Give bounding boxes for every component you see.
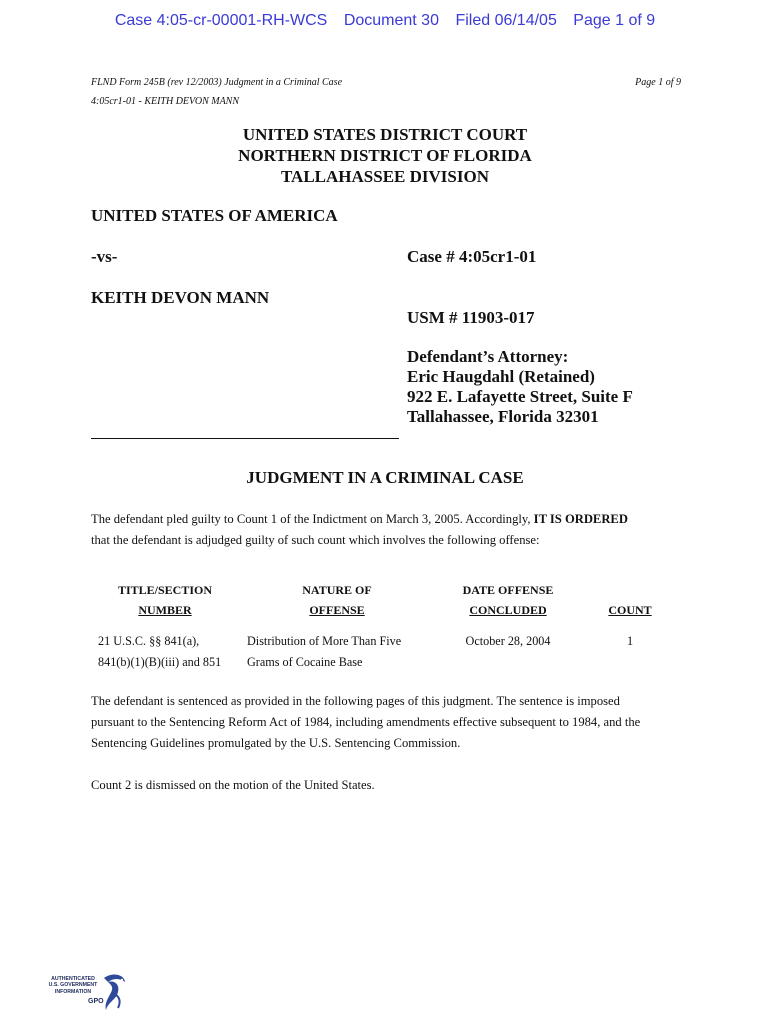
cell-nature: Distribution of More Than Five Grams of Cocaine Base [247, 634, 402, 669]
court-division: TALLAHASSEE DIVISION [280, 167, 489, 186]
case-reference: 4:05cr1-01 - KEITH DEVON MANN [91, 96, 240, 107]
intro-line-2: that the defendant is adjudged guilty of such count which involves the following offense: [91, 533, 540, 547]
stamp-filed: Filed 06/14/05 [455, 12, 557, 29]
usm-number: USM # 11903-017 [407, 308, 535, 327]
versus: -vs- [91, 247, 118, 266]
court-district: NORTHERN DISTRICT OF FLORIDA [238, 146, 532, 165]
court-name: UNITED STATES DISTRICT COURT [242, 125, 528, 144]
sentence-paragraph: The defendant is sentenced as provided in the following pages of this judgment. The sentence is imposed pursuant to the Sentencing Reform Act of 1984, including amendments effective subsequent to 1984, and the Sentencing Guidelines promulgated by the U.S. Sentencing Commission. [91, 694, 641, 750]
attorney-city: Tallahassee, Florida 32301 [407, 407, 599, 426]
intro-text: The defendant pled guilty to Count 1 of the Indictment on March 3, 2005. Accordingly, [91, 512, 534, 526]
logo-gpo: GPO [88, 998, 104, 1005]
stamp-case: Case 4:05-cr-00001-RH-WCS [114, 12, 328, 29]
case-number: Case # 4:05cr1-01 [407, 247, 537, 266]
header-date: DATE OFFENSE CONCLUDED [462, 583, 554, 617]
header-page-number: Page 1 of 9 [635, 77, 681, 88]
form-name: FLND Form 245B (rev 12/2003) Judgment in a Criminal Case [91, 77, 343, 88]
plaintiff: UNITED STATES OF AMERICA [91, 206, 338, 225]
logo-line-3: INFORMATION [54, 988, 92, 995]
defense-attorney-block [407, 347, 633, 427]
filing-stamp [0, 12, 770, 30]
header-title-section: TITLE/SECTION NUMBER [117, 583, 213, 617]
cell-statute: 21 U.S.C. §§ 841(a), 841(b)(1)(B)(iii) and 851 [98, 634, 222, 669]
cell-date: October 28, 2004 [465, 634, 551, 648]
logo-line-2: U.S. GOVERNMENT [48, 982, 98, 989]
header-nature: NATURE OF OFFENSE [302, 583, 372, 617]
dismissal-text: Count 2 is dismissed on the motion of the United States. [91, 778, 375, 792]
logo-line-1: AUTHENTICATED [51, 976, 95, 982]
cell-count: 1 [626, 634, 634, 648]
intro-ordered: IT IS ORDERED [533, 512, 628, 526]
defendant-name: KEITH DEVON MANN [91, 288, 270, 307]
attorney-street: 922 E. Lafayette Street, Suite F [407, 387, 633, 406]
court-heading [0, 124, 770, 187]
judgment-title: JUDGMENT IN A CRIMINAL CASE [246, 468, 524, 487]
header-count: COUNT [608, 603, 652, 617]
caption-divider [91, 438, 399, 439]
stamp-document: Document 30 [343, 12, 439, 29]
attorney-label: Defendant’s Attorney: [407, 347, 569, 366]
attorney-name: Eric Haugdahl (Retained) [407, 367, 595, 386]
stamp-page: Page 1 of 9 [573, 12, 656, 29]
intro-paragraph [91, 509, 691, 551]
gpo-authenticated-logo [42, 972, 128, 1016]
eagle-icon [98, 972, 128, 1016]
